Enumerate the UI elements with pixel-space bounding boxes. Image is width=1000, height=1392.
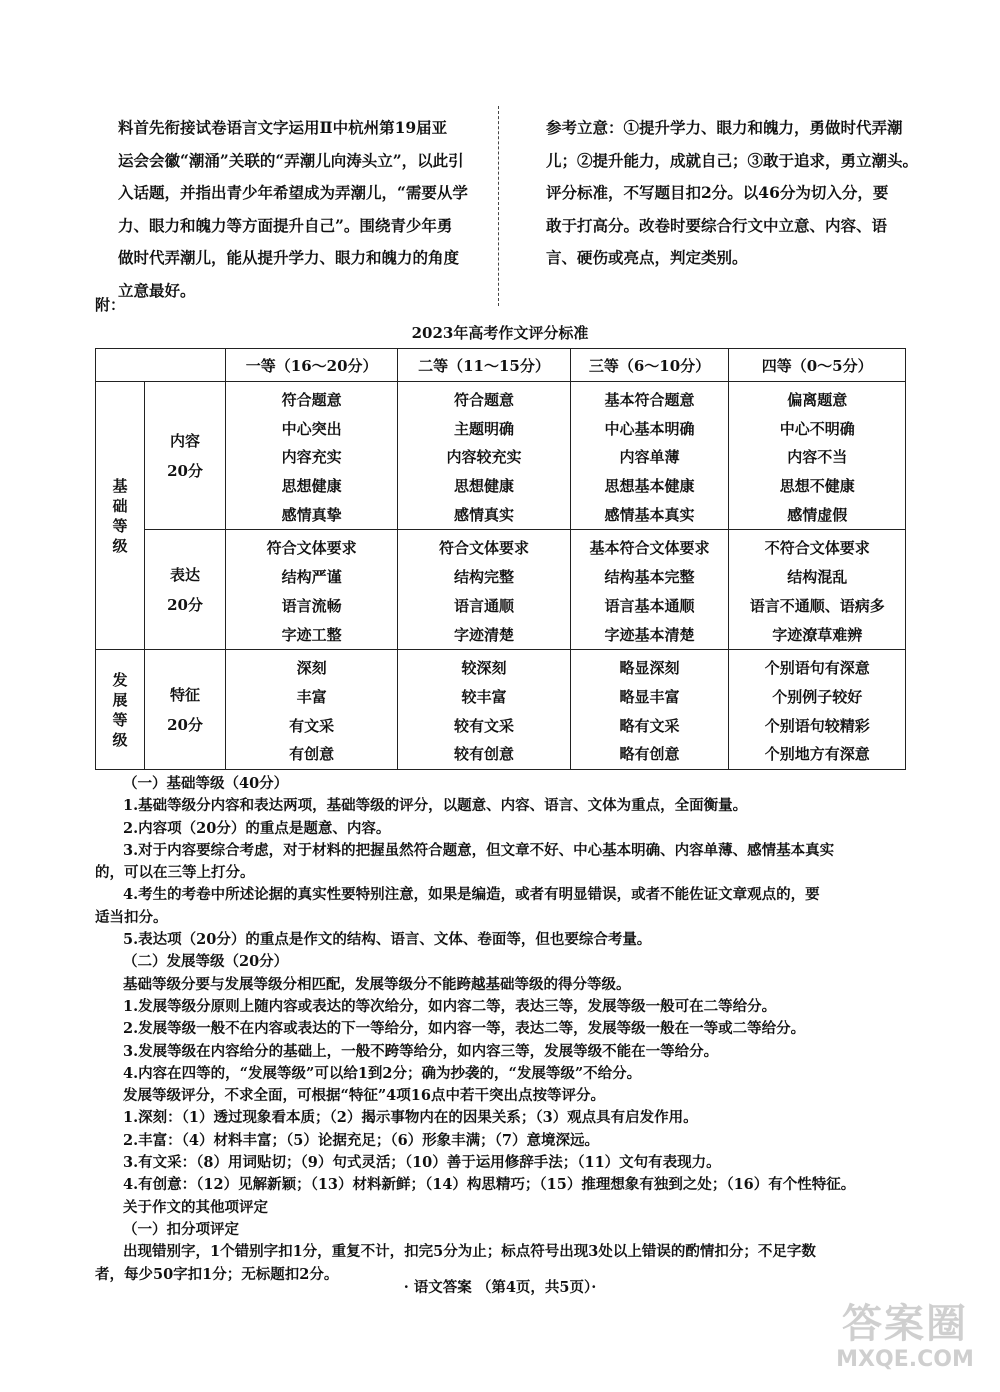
note-line: 3.有文采：（8）用词贴切；（9）句式灵活；（10）善于运用修辞手法；（11）文句有表现力。	[123, 1154, 721, 1172]
right-line: 敢于打高分。改卷时要综合行文中立意、内容、语	[546, 215, 888, 235]
note-line: 4.考生的考卷中所述论据的真实性要特别注意，如果是编造，或者有明显错误，或者不能佐证文章观点的，要	[123, 886, 820, 904]
note-line: 4.有创意：（12）见解新颖；（13）材料新鲜；（14）构思精巧；（15）推理想象有独到之处；（16）有个性特征。	[123, 1176, 856, 1194]
cell-expression-grade-1: 符合文体要求 结构严谨 语言流畅 字迹工整	[226, 530, 398, 650]
header-blank	[96, 349, 226, 382]
watermark-logo	[830, 1300, 980, 1380]
left-line: 入话题，并指出青少年希望成为弄潮儿，“需要从学	[118, 183, 468, 202]
left-line: 料首先衔接试卷语言文字运用Ⅱ中杭州第19届亚	[118, 118, 448, 137]
right-line: 参考立意：①提升学力、眼力和魄力，勇做时代弄潮	[546, 118, 903, 137]
table-title: 2023年高考作文评分标准	[411, 324, 589, 342]
note-line: 适当扣分。	[95, 908, 168, 926]
table-row-content	[96, 382, 906, 530]
header-grade-4: 四等（0～5分）	[729, 349, 906, 382]
note-line: 1.基础等级分内容和表达两项，基础等级的评分，以题意、内容、语言、文体为重点，全面衡量。	[123, 797, 748, 815]
left-line: 立意最好。	[118, 280, 196, 300]
table-row-feature	[96, 650, 906, 770]
note-line: （二）发展等级（20分）	[123, 953, 289, 971]
cell-expression-grade-4: 不符合文体要求 结构混乱 语言不通顺、语病多 字迹潦草难辨	[729, 530, 906, 650]
note-line: 3.发展等级在内容给分的基础上，一般不跨等给分，如内容三等，发展等级不能在一等给分。	[123, 1042, 719, 1060]
note-line: 2.内容项（20分）的重点是题意、内容。	[123, 819, 391, 837]
note-line: 的，可以在三等上打分。	[95, 864, 255, 882]
cell-content-grade-2: 符合题意 主题明确 内容较充实 思想健康 感情真实	[398, 382, 570, 530]
note-line: 3.对于内容要综合考虑，对于材料的把握虽然符合题意，但文章不好、中心基本明确、内容单薄、感情基本真实	[123, 841, 835, 859]
cell-expression-grade-2: 符合文体要求 结构完整 语言通顺 字迹清楚	[398, 530, 570, 650]
right-line: 言、硬伤或亮点，判定类别。	[546, 248, 748, 267]
cell-feature-grade-2: 较深刻 较丰富 较有文采 较有创意	[398, 650, 570, 770]
two-column-section	[118, 112, 919, 300]
cell-expression-grade-3: 基本符合文体要求 结构基本完整 语言基本通顺 字迹基本清楚	[570, 530, 729, 650]
row-label-expression: 表达 20分	[145, 530, 226, 650]
header-grade-3: 三等（6～10分）	[570, 349, 729, 382]
note-line: 基础等级分要与发展等级分相匹配，发展等级分不能跨越基础等级的得分等级。	[123, 975, 631, 993]
row-label-content: 内容 20分	[145, 382, 226, 530]
cell-feature-grade-4: 个别语句有深意 个别例子较好 个别语句较精彩 个别地方有深意	[729, 650, 906, 770]
note-line: 4.内容在四等的，“发展等级”可以给1到2分；确为抄袭的，“发展等级”不给分。	[123, 1064, 642, 1082]
table-row-expression	[96, 530, 906, 650]
note-line: 出现错别字，1个错别字扣1分，重复不计，扣完5分为止；标点符号出现3处以上错误的酌情扣分；不足字数	[123, 1243, 816, 1261]
note-line: 发展等级评分，不求全面，可根据“特征”4项16点中若干突出点按等评分。	[123, 1087, 605, 1105]
note-line: （一）扣分项评定	[123, 1220, 239, 1238]
row-label-feature: 特征 20分	[145, 650, 226, 770]
header-grade-2: 二等（11～15分）	[398, 349, 570, 382]
scoring-notes	[95, 773, 910, 1286]
cell-feature-grade-1: 深刻 丰富 有文采 有创意	[226, 650, 398, 770]
group-basic: 基础等级	[96, 382, 145, 650]
note-line: 5.表达项（20分）的重点是作文的结构、语言、文体、卷面等，但也要综合考量。	[123, 931, 652, 949]
left-line: 运会会徽“潮涌”关联的“弄潮儿向涛头立”，以此引	[118, 150, 464, 170]
note-line: 1.深刻：（1）透过现象看本质；（2）揭示事物内在的因果关系；（3）观点具有启发作用。	[123, 1109, 698, 1127]
appendix-label: 附：	[95, 296, 126, 314]
page-footer: · 语文答案 （第4页，共5页）·	[403, 1279, 597, 1296]
note-line: 2.丰富：（4）材料丰富；（5）论据充足；（6）形象丰满；（7）意境深远。	[123, 1131, 599, 1149]
note-line: 2.发展等级一般不在内容或表达的下一等给分，如内容一等，表达二等，发展等级一般在一等或二等给分。	[123, 1020, 806, 1038]
note-line: 者，每少50字扣1分；无标题扣2分。	[95, 1265, 339, 1283]
watermark-en: MXQE.COM	[836, 1347, 974, 1372]
column-divider	[498, 106, 499, 306]
right-line: 儿；②提升能力，成就自己；③敢于追求，勇立潮头。	[546, 150, 919, 170]
note-line: 1.发展等级分原则上随内容或表达的等次给分，如内容二等，表达三等，发展等级一般可在二等给分。	[123, 997, 777, 1015]
note-line: 关于作文的其他项评定	[123, 1198, 268, 1216]
cell-content-grade-3: 基本符合题意 中心基本明确 内容单薄 思想基本健康 感情基本真实	[570, 382, 729, 530]
watermark-cn: 答案圈	[842, 1300, 968, 1347]
right-column	[546, 112, 918, 275]
left-line: 力、眼力和魄力等方面提升自己”。围绕青少年勇	[118, 215, 453, 235]
group-develop: 发展等级	[96, 650, 145, 770]
cell-feature-grade-3: 略显深刻 略显丰富 略有文采 略有创意	[570, 650, 729, 770]
grading-table	[95, 348, 906, 770]
cell-content-grade-1: 符合题意 中心突出 内容充实 思想健康 感情真挚	[226, 382, 398, 530]
note-line: （一）基础等级（40分）	[123, 775, 289, 792]
header-grade-1: 一等（16～20分）	[226, 349, 398, 382]
table-header-row	[96, 349, 906, 382]
left-column	[118, 112, 490, 307]
left-line: 做时代弄潮儿，能从提升学力、眼力和魄力的角度	[118, 248, 460, 267]
right-line: 评分标准，不写题目扣2分。以46分为切入分，要	[546, 183, 889, 202]
cell-content-grade-4: 偏离题意 中心不明确 内容不当 思想不健康 感情虚假	[729, 382, 906, 530]
